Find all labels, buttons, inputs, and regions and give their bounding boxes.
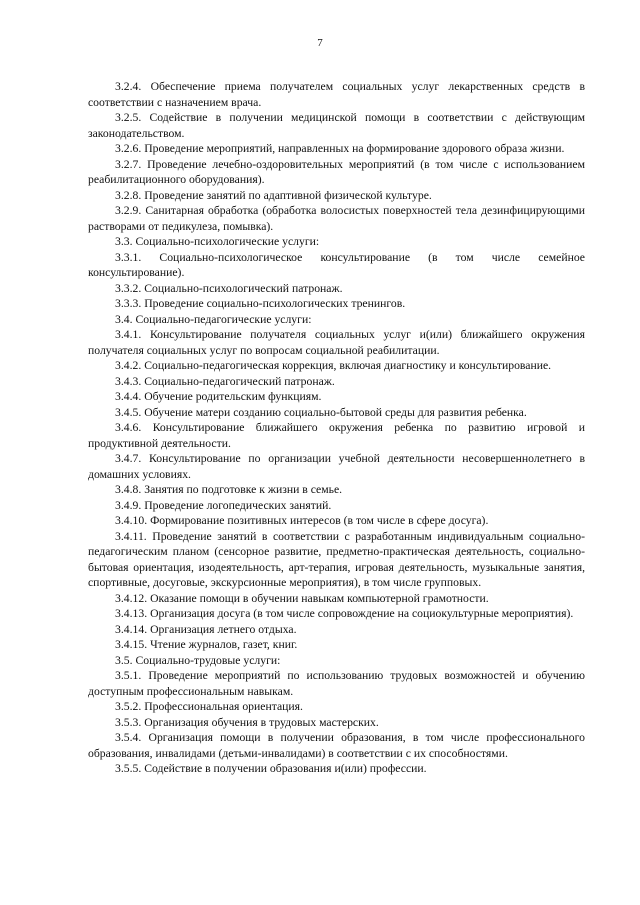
- paragraph: 3.4.15. Чтение журналов, газет, книг.: [115, 638, 298, 651]
- paragraph: 3.4.8. Занятия по подготовке к жизни в семье.: [115, 483, 343, 496]
- paragraph: 3.4.3. Социально-педагогический патронаж.: [115, 374, 335, 388]
- paragraph: 3.3.1. Социально-психологическое консультирование (в том числе семейное консультирование).: [88, 250, 585, 279]
- paragraph: 3.4.4. Обучение родительским функциям.: [115, 390, 322, 403]
- paragraph: 3.2.6. Проведение мероприятий, направленных на формирование здорового образа жизни.: [115, 142, 565, 155]
- paragraph: 3.4.11. Проведение занятий в соответствии с разработанным индивидуальным социально-педагогическим планом (сенсорное развитие, предметно-практическая деятельность, социально-бытовая ориентация, изодеятельность, арт-терапия, игровая деятельность, музыкальные занятия, спортивные, досуговые, экскурсионные мероприятия), в том числе групповых.: [88, 529, 585, 589]
- paragraph: 3.5.2. Профессиональная ориентация.: [115, 700, 303, 713]
- paragraph: 3.4.2. Социально-педагогическая коррекция, включая диагностику и консультирование.: [115, 359, 552, 372]
- paragraph: 3.2.5. Содействие в получении медицинской помощи в соответствии с действующим законодательством.: [88, 111, 585, 140]
- section-heading: 3.5. Социально-трудовые услуги:: [115, 653, 281, 667]
- paragraph: 3.4.1. Консультирование получателя социальных услуг и(или) ближайшего окружения получателя социальных услуг по вопросам социальной реабилитации.: [88, 328, 585, 357]
- paragraph: 3.4.6. Консультирование ближайшего окружения ребенка по развитию игровой и продуктивной деятельности.: [88, 421, 585, 450]
- paragraph: 3.5.1. Проведение мероприятий по использованию трудовых возможностей и обучению доступным профессиональным навыкам.: [88, 669, 585, 698]
- paragraph: 3.4.7. Консультирование по организации учебной деятельности несовершеннолетнего в домашних условиях.: [88, 452, 585, 481]
- section-heading: 3.4. Социально-педагогические услуги:: [115, 312, 312, 326]
- paragraph: 3.5.5. Содействие в получении образования и(или) профессии.: [115, 762, 427, 775]
- paragraph: 3.5.4. Организация помощи в получении образования, в том числе профессионального образования, инвалидами (детьми-инвалидами) в соответствии с их способностями.: [88, 731, 585, 760]
- paragraph: 3.2.7. Проведение лечебно-оздоровительных мероприятий (в том числе с использованием реабилитационного оборудования).: [88, 157, 585, 186]
- document-body: [88, 79, 585, 777]
- paragraph: 3.2.4. Обеспечение приема получателем социальных услуг лекарственных средств в соответствии с назначением врача.: [88, 80, 585, 109]
- paragraph: 3.4.5. Обучение матери созданию социально-бытовой среды для развития ребенка.: [115, 405, 527, 419]
- paragraph: 3.3.3. Проведение социально-психологических тренингов.: [115, 297, 406, 310]
- paragraph: 3.4.10. Формирование позитивных интересов (в том числе в сфере досуга).: [115, 514, 489, 527]
- paragraph: 3.5.3. Организация обучения в трудовых мастерских.: [115, 715, 379, 729]
- paragraph: 3.4.13. Организация досуга (в том числе сопровождение на социокультурные мероприятия).: [115, 607, 574, 620]
- paragraph: 3.2.9. Санитарная обработка (обработка волосистых поверхностей тела дезинфицирующими растворами от педикулеза, помывка).: [88, 204, 585, 233]
- paragraph: 3.4.14. Организация летнего отдыха.: [115, 622, 297, 636]
- section-heading: 3.3. Социально-психологические услуги:: [115, 235, 320, 248]
- paragraph: 3.2.8. Проведение занятий по адаптивной физической культуре.: [115, 188, 432, 202]
- paragraph: 3.3.2. Социально-психологический патронаж.: [115, 281, 343, 295]
- page-number: 7: [317, 37, 323, 49]
- paragraph: 3.4.12. Оказание помощи в обучении навыкам компьютерной грамотности.: [115, 591, 489, 605]
- paragraph: 3.4.9. Проведение логопедических занятий.: [115, 498, 332, 512]
